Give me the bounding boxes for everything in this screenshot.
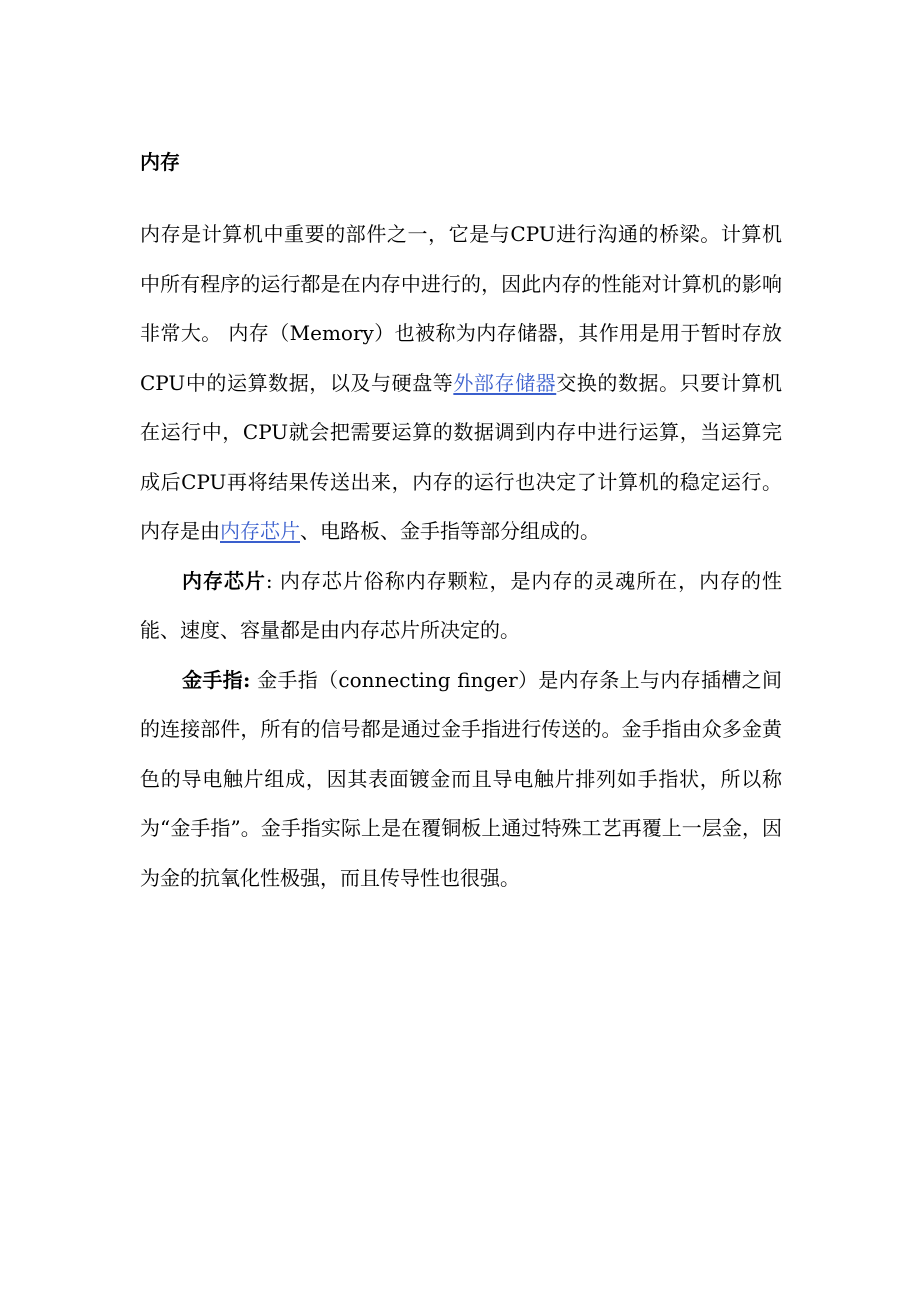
intro-paragraph (140, 210, 782, 557)
document-page (140, 144, 782, 903)
chip-paragraph (140, 557, 782, 656)
gold-finger-term: 金手指: (182, 667, 251, 692)
intro-text-2: 交换的数据。只要计算机在运行中，CPU就会把需要运算的数据调到内存中进行运算，当运算完成后CPU再将结果传送出来，内存的运行也决定了计算机的稳定运行。 内存是由 (140, 370, 783, 543)
memory-chip-link[interactable]: 内存芯片 (220, 519, 300, 543)
chip-body: : 内存芯片俗称内存颗粒，是内存的灵魂所在，内存的性能、速度、容量都是由内存芯片所决定的。 (140, 568, 782, 642)
gold-finger-body: 金手指（connecting finger）是内存条上与内存插槽之间的连接部件，所有的信号都是通过金手指进行传送的。金手指由众多金黄色的导电触片组成，因其表面镀金而且导电触片排列如手指状，所以称为“金手指”。金手指实际上是在覆铜板上通过特殊工艺再覆上一层金，因为金的抗氧化性极强，而且传导性也很强。 (140, 667, 782, 890)
chip-term: 内存芯片 (182, 568, 266, 593)
gold-finger-paragraph (140, 656, 782, 904)
intro-text-1: 内存是计算机中重要的部件之一，它是与CPU进行沟通的桥梁。计算机中所有程序的运行都是在内存中进行的，因此内存的性能对计算机的影响非常大。 内存（Memory）也被称为内存储器，其作用是用于暂时存放CPU中的运算数据，以及与硬盘等 (140, 222, 782, 395)
external-storage-link[interactable]: 外部存储器 (453, 370, 557, 395)
document-title: 内存 (140, 150, 180, 174)
intro-text-3: 、电路板、金手指等部分组成的。 (300, 519, 600, 543)
